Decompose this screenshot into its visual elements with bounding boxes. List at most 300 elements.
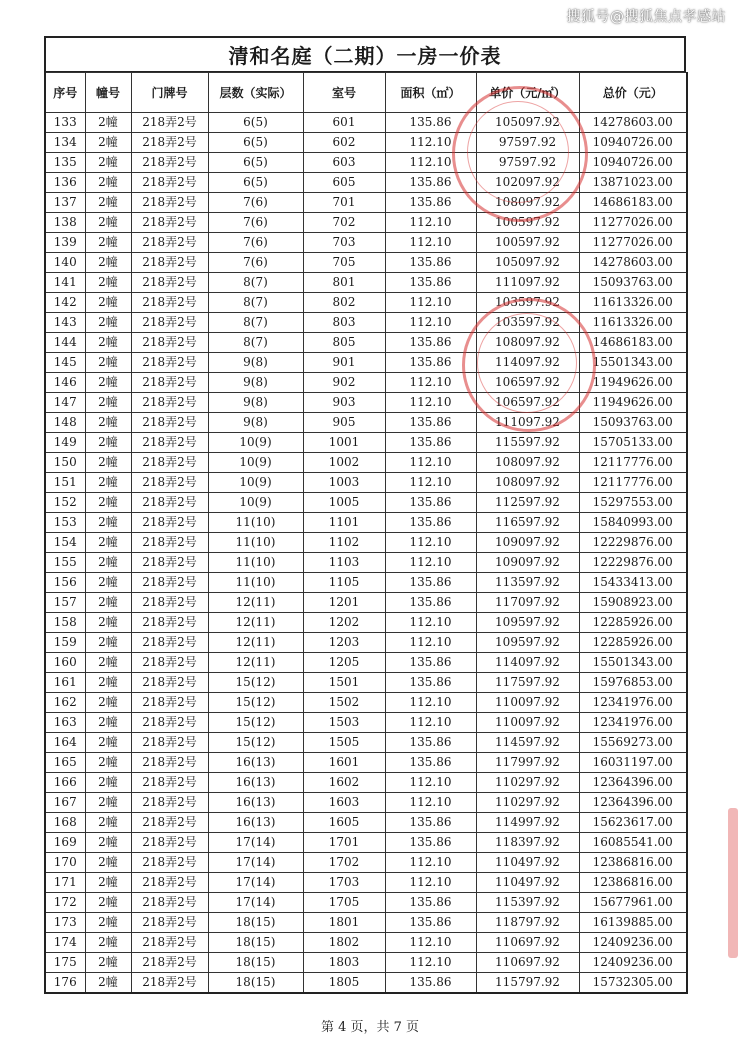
table-cell: 112.10 [385,773,476,793]
table-cell: 156 [45,573,85,593]
table-cell: 135.86 [385,973,476,994]
table-cell: 1802 [303,933,385,953]
table-cell: 9(8) [208,393,303,413]
table-cell: 135.86 [385,733,476,753]
table-cell: 6(5) [208,133,303,153]
table-cell: 12117776.00 [579,473,687,493]
table-cell: 2幢 [85,953,131,973]
table-cell: 135.86 [385,273,476,293]
table-cell: 112.10 [385,613,476,633]
table-cell: 147 [45,393,85,413]
table-cell: 703 [303,233,385,253]
table-cell: 165 [45,753,85,773]
table-cell: 135.86 [385,353,476,373]
table-cell: 114597.92 [476,733,579,753]
table-cell: 8(7) [208,273,303,293]
table-row [45,793,687,813]
table-cell: 2幢 [85,753,131,773]
table-cell: 111097.92 [476,413,579,433]
header-cell: 门牌号 [131,73,208,113]
table-cell: 218弄2号 [131,753,208,773]
table-cell: 102097.92 [476,173,579,193]
table-cell: 97597.92 [476,133,579,153]
table-cell: 1205 [303,653,385,673]
table-cell: 135.86 [385,833,476,853]
header-cell: 室号 [303,73,385,113]
table-cell: 17(14) [208,853,303,873]
table-cell: 1103 [303,553,385,573]
table-cell: 17(14) [208,873,303,893]
table-cell: 12409236.00 [579,953,687,973]
table-cell: 135 [45,153,85,173]
table-cell: 175 [45,953,85,973]
table-row [45,813,687,833]
table-cell: 17(14) [208,893,303,913]
table-cell: 103597.92 [476,313,579,333]
table-cell: 2幢 [85,273,131,293]
table-cell: 110097.92 [476,713,579,733]
table-cell: 12386816.00 [579,853,687,873]
table-cell: 2幢 [85,493,131,513]
table-cell: 1105 [303,573,385,593]
table-cell: 163 [45,713,85,733]
table-cell: 110097.92 [476,693,579,713]
table-cell: 164 [45,733,85,753]
header-cell: 层数（实际） [208,73,303,113]
table-cell: 110697.92 [476,933,579,953]
table-cell: 11277026.00 [579,233,687,253]
table-cell: 108097.92 [476,193,579,213]
table-cell: 166 [45,773,85,793]
table-cell: 6(5) [208,153,303,173]
table-cell: 145 [45,353,85,373]
table-cell: 1005 [303,493,385,513]
header-cell: 总价（元） [579,73,687,113]
table-cell: 218弄2号 [131,213,208,233]
table-cell: 106597.92 [476,373,579,393]
table-cell: 114097.92 [476,653,579,673]
table-cell: 218弄2号 [131,953,208,973]
table-cell: 133 [45,113,85,133]
table-cell: 2幢 [85,193,131,213]
table-cell: 135.86 [385,433,476,453]
table-cell: 13871023.00 [579,173,687,193]
table-cell: 172 [45,893,85,913]
table-cell: 901 [303,353,385,373]
table-cell: 134 [45,133,85,153]
table-cell: 12364396.00 [579,793,687,813]
table-cell: 218弄2号 [131,393,208,413]
table-cell: 805 [303,333,385,353]
table-cell: 136 [45,173,85,193]
table-cell: 160 [45,653,85,673]
table-cell: 12(11) [208,593,303,613]
table-cell: 1503 [303,713,385,733]
table-cell: 218弄2号 [131,973,208,994]
table-cell: 218弄2号 [131,633,208,653]
table-cell: 8(7) [208,293,303,313]
table-cell: 112.10 [385,373,476,393]
table-cell: 15(12) [208,673,303,693]
table-cell: 2幢 [85,353,131,373]
table-cell: 109097.92 [476,533,579,553]
table-cell: 218弄2号 [131,713,208,733]
table-cell: 150 [45,453,85,473]
table-cell: 218弄2号 [131,513,208,533]
table-cell: 605 [303,173,385,193]
table-cell: 112.10 [385,713,476,733]
table-cell: 2幢 [85,253,131,273]
table-cell: 12409236.00 [579,933,687,953]
table-cell: 114097.92 [476,353,579,373]
table-cell: 15501343.00 [579,653,687,673]
table-cell: 7(6) [208,213,303,233]
table-cell: 1202 [303,613,385,633]
table-cell: 110297.92 [476,793,579,813]
table-row [45,253,687,273]
table-cell: 903 [303,393,385,413]
table-cell: 135.86 [385,673,476,693]
table-cell: 2幢 [85,813,131,833]
table-cell: 218弄2号 [131,653,208,673]
table-cell: 2幢 [85,793,131,813]
table-cell: 2幢 [85,713,131,733]
table-cell: 218弄2号 [131,533,208,553]
table-row [45,193,687,213]
table-cell: 2幢 [85,873,131,893]
table-row [45,713,687,733]
table-cell: 135.86 [385,173,476,193]
table-cell: 7(6) [208,233,303,253]
table-cell: 2幢 [85,533,131,553]
table-cell: 218弄2号 [131,273,208,293]
table-cell: 1605 [303,813,385,833]
table-cell: 135.86 [385,413,476,433]
table-cell: 115597.92 [476,433,579,453]
table-row [45,673,687,693]
table-cell: 1702 [303,853,385,873]
table-cell: 110497.92 [476,873,579,893]
table-cell: 218弄2号 [131,793,208,813]
table-cell: 218弄2号 [131,893,208,913]
table-cell: 176 [45,973,85,994]
table-row [45,873,687,893]
table-cell: 9(8) [208,413,303,433]
table-cell: 7(6) [208,253,303,273]
table-cell: 1803 [303,953,385,973]
table-cell: 11613326.00 [579,313,687,333]
table-cell: 2幢 [85,773,131,793]
table-cell: 135.86 [385,653,476,673]
table-cell: 18(15) [208,973,303,994]
table-cell: 2幢 [85,893,131,913]
table-cell: 10(9) [208,493,303,513]
table-cell: 2幢 [85,653,131,673]
table-cell: 113597.92 [476,573,579,593]
table-cell: 100597.92 [476,213,579,233]
table-cell: 10940726.00 [579,133,687,153]
table-cell: 97597.92 [476,153,579,173]
table-cell: 218弄2号 [131,873,208,893]
table-row [45,333,687,353]
table-cell: 11613326.00 [579,293,687,313]
table-cell: 173 [45,913,85,933]
table-row [45,833,687,853]
table-row [45,593,687,613]
table-cell: 112.10 [385,133,476,153]
table-cell: 15623617.00 [579,813,687,833]
table-cell: 15732305.00 [579,973,687,994]
table-cell: 9(8) [208,353,303,373]
table-cell: 158 [45,613,85,633]
table-cell: 2幢 [85,453,131,473]
table-cell: 112.10 [385,933,476,953]
table-cell: 168 [45,813,85,833]
table-cell: 15297553.00 [579,493,687,513]
table-row [45,973,687,994]
table-cell: 135.86 [385,513,476,533]
table-cell: 112.10 [385,533,476,553]
header-cell: 序号 [45,73,85,113]
table-cell: 1201 [303,593,385,613]
table-cell: 115797.92 [476,973,579,994]
table-cell: 218弄2号 [131,333,208,353]
table-row [45,313,687,333]
table-cell: 218弄2号 [131,933,208,953]
table-cell: 218弄2号 [131,113,208,133]
table-cell: 112.10 [385,313,476,333]
table-cell: 16(13) [208,773,303,793]
table-cell: 902 [303,373,385,393]
table-cell: 112.10 [385,393,476,413]
table-cell: 218弄2号 [131,573,208,593]
table-cell: 218弄2号 [131,373,208,393]
table-row [45,773,687,793]
table-cell: 16031197.00 [579,753,687,773]
table-cell: 169 [45,833,85,853]
table-cell: 141 [45,273,85,293]
table-cell: 108097.92 [476,473,579,493]
table-cell: 9(8) [208,373,303,393]
table-cell: 115397.92 [476,893,579,913]
table-cell: 11(10) [208,533,303,553]
table-cell: 114997.92 [476,813,579,833]
table-cell: 14278603.00 [579,253,687,273]
table-cell: 11(10) [208,553,303,573]
table-row [45,853,687,873]
table-cell: 2幢 [85,633,131,653]
table-cell: 12285926.00 [579,613,687,633]
table-cell: 112.10 [385,553,476,573]
table-cell: 218弄2号 [131,913,208,933]
table-cell: 112.10 [385,793,476,813]
table-cell: 1701 [303,833,385,853]
table-row [45,453,687,473]
table-cell: 218弄2号 [131,553,208,573]
table-cell: 15433413.00 [579,573,687,593]
table-cell: 106597.92 [476,393,579,413]
table-header-row [45,73,687,113]
table-cell: 149 [45,433,85,453]
table-cell: 218弄2号 [131,413,208,433]
table-cell: 218弄2号 [131,853,208,873]
table-row [45,133,687,153]
table-row [45,953,687,973]
table-cell: 2幢 [85,733,131,753]
table-row [45,293,687,313]
table-cell: 16085541.00 [579,833,687,853]
table-cell: 117097.92 [476,593,579,613]
table-cell: 2幢 [85,413,131,433]
table-cell: 802 [303,293,385,313]
table-cell: 110497.92 [476,853,579,873]
table-cell: 117597.92 [476,673,579,693]
table-cell: 112.10 [385,473,476,493]
table-cell: 112.10 [385,213,476,233]
table-cell: 8(7) [208,313,303,333]
table-cell: 111097.92 [476,273,579,293]
table-row [45,513,687,533]
table-cell: 135.86 [385,753,476,773]
table-cell: 155 [45,553,85,573]
table-cell: 11277026.00 [579,213,687,233]
table-row [45,693,687,713]
table-cell: 2幢 [85,333,131,353]
table-cell: 138 [45,213,85,233]
table-row [45,573,687,593]
table-row [45,473,687,493]
table-cell: 15(12) [208,713,303,733]
table-cell: 1705 [303,893,385,913]
table-cell: 1203 [303,633,385,653]
table-cell: 2幢 [85,913,131,933]
table-cell: 11(10) [208,513,303,533]
table-cell: 12117776.00 [579,453,687,473]
table-cell: 109097.92 [476,553,579,573]
table-row [45,893,687,913]
table-cell: 218弄2号 [131,433,208,453]
header-cell: 幢号 [85,73,131,113]
table-cell: 2幢 [85,393,131,413]
table-cell: 135.86 [385,253,476,273]
table-cell: 174 [45,933,85,953]
price-sheet [44,36,686,994]
table-row [45,913,687,933]
table-cell: 118797.92 [476,913,579,933]
table-cell: 17(14) [208,833,303,853]
table-row [45,373,687,393]
table-cell: 116597.92 [476,513,579,533]
table-cell: 2幢 [85,853,131,873]
table-cell: 112.10 [385,233,476,253]
table-cell: 112.10 [385,953,476,973]
table-cell: 1505 [303,733,385,753]
table-cell: 1003 [303,473,385,493]
table-cell: 109597.92 [476,633,579,653]
table-cell: 12285926.00 [579,633,687,653]
table-cell: 8(7) [208,333,303,353]
table-cell: 109597.92 [476,613,579,633]
table-cell: 112.10 [385,293,476,313]
table-cell: 11949626.00 [579,393,687,413]
table-cell: 7(6) [208,193,303,213]
table-cell: 135.86 [385,113,476,133]
table-cell: 112.10 [385,453,476,473]
table-cell: 218弄2号 [131,133,208,153]
table-cell: 218弄2号 [131,733,208,753]
table-cell: 1101 [303,513,385,533]
price-table [44,72,688,994]
table-cell: 135.86 [385,333,476,353]
table-cell: 14686183.00 [579,193,687,213]
table-cell: 1502 [303,693,385,713]
table-row [45,733,687,753]
table-cell: 135.86 [385,193,476,213]
table-cell: 2幢 [85,933,131,953]
table-cell: 11949626.00 [579,373,687,393]
table-cell: 12(11) [208,613,303,633]
table-row [45,493,687,513]
table-cell: 15(12) [208,693,303,713]
table-cell: 103597.92 [476,293,579,313]
table-row [45,353,687,373]
table-cell: 15976853.00 [579,673,687,693]
table-row [45,153,687,173]
table-cell: 144 [45,333,85,353]
table-cell: 2幢 [85,433,131,453]
table-cell: 139 [45,233,85,253]
table-row [45,113,687,133]
table-cell: 218弄2号 [131,613,208,633]
table-cell: 218弄2号 [131,293,208,313]
table-cell: 15569273.00 [579,733,687,753]
table-cell: 146 [45,373,85,393]
table-cell: 801 [303,273,385,293]
table-cell: 1801 [303,913,385,933]
table-row [45,613,687,633]
table-cell: 143 [45,313,85,333]
table-cell: 1002 [303,453,385,473]
table-cell: 2幢 [85,313,131,333]
table-row [45,553,687,573]
table-cell: 218弄2号 [131,313,208,333]
table-cell: 2幢 [85,233,131,253]
table-row [45,273,687,293]
table-row [45,413,687,433]
table-cell: 218弄2号 [131,453,208,473]
table-cell: 12341976.00 [579,693,687,713]
header-cell: 单价（元/㎡） [476,73,579,113]
table-cell: 14686183.00 [579,333,687,353]
table-cell: 15093763.00 [579,273,687,293]
table-cell: 137 [45,193,85,213]
table-cell: 15908923.00 [579,593,687,613]
table-cell: 135.86 [385,493,476,513]
table-cell: 112.10 [385,693,476,713]
table-cell: 16(13) [208,793,303,813]
table-cell: 2幢 [85,113,131,133]
table-cell: 11(10) [208,573,303,593]
table-cell: 151 [45,473,85,493]
table-cell: 10(9) [208,473,303,493]
edge-seal-mark [728,808,738,958]
table-cell: 112.10 [385,153,476,173]
table-cell: 12341976.00 [579,713,687,733]
table-cell: 18(15) [208,953,303,973]
table-cell: 14278603.00 [579,113,687,133]
table-row [45,433,687,453]
table-cell: 701 [303,193,385,213]
